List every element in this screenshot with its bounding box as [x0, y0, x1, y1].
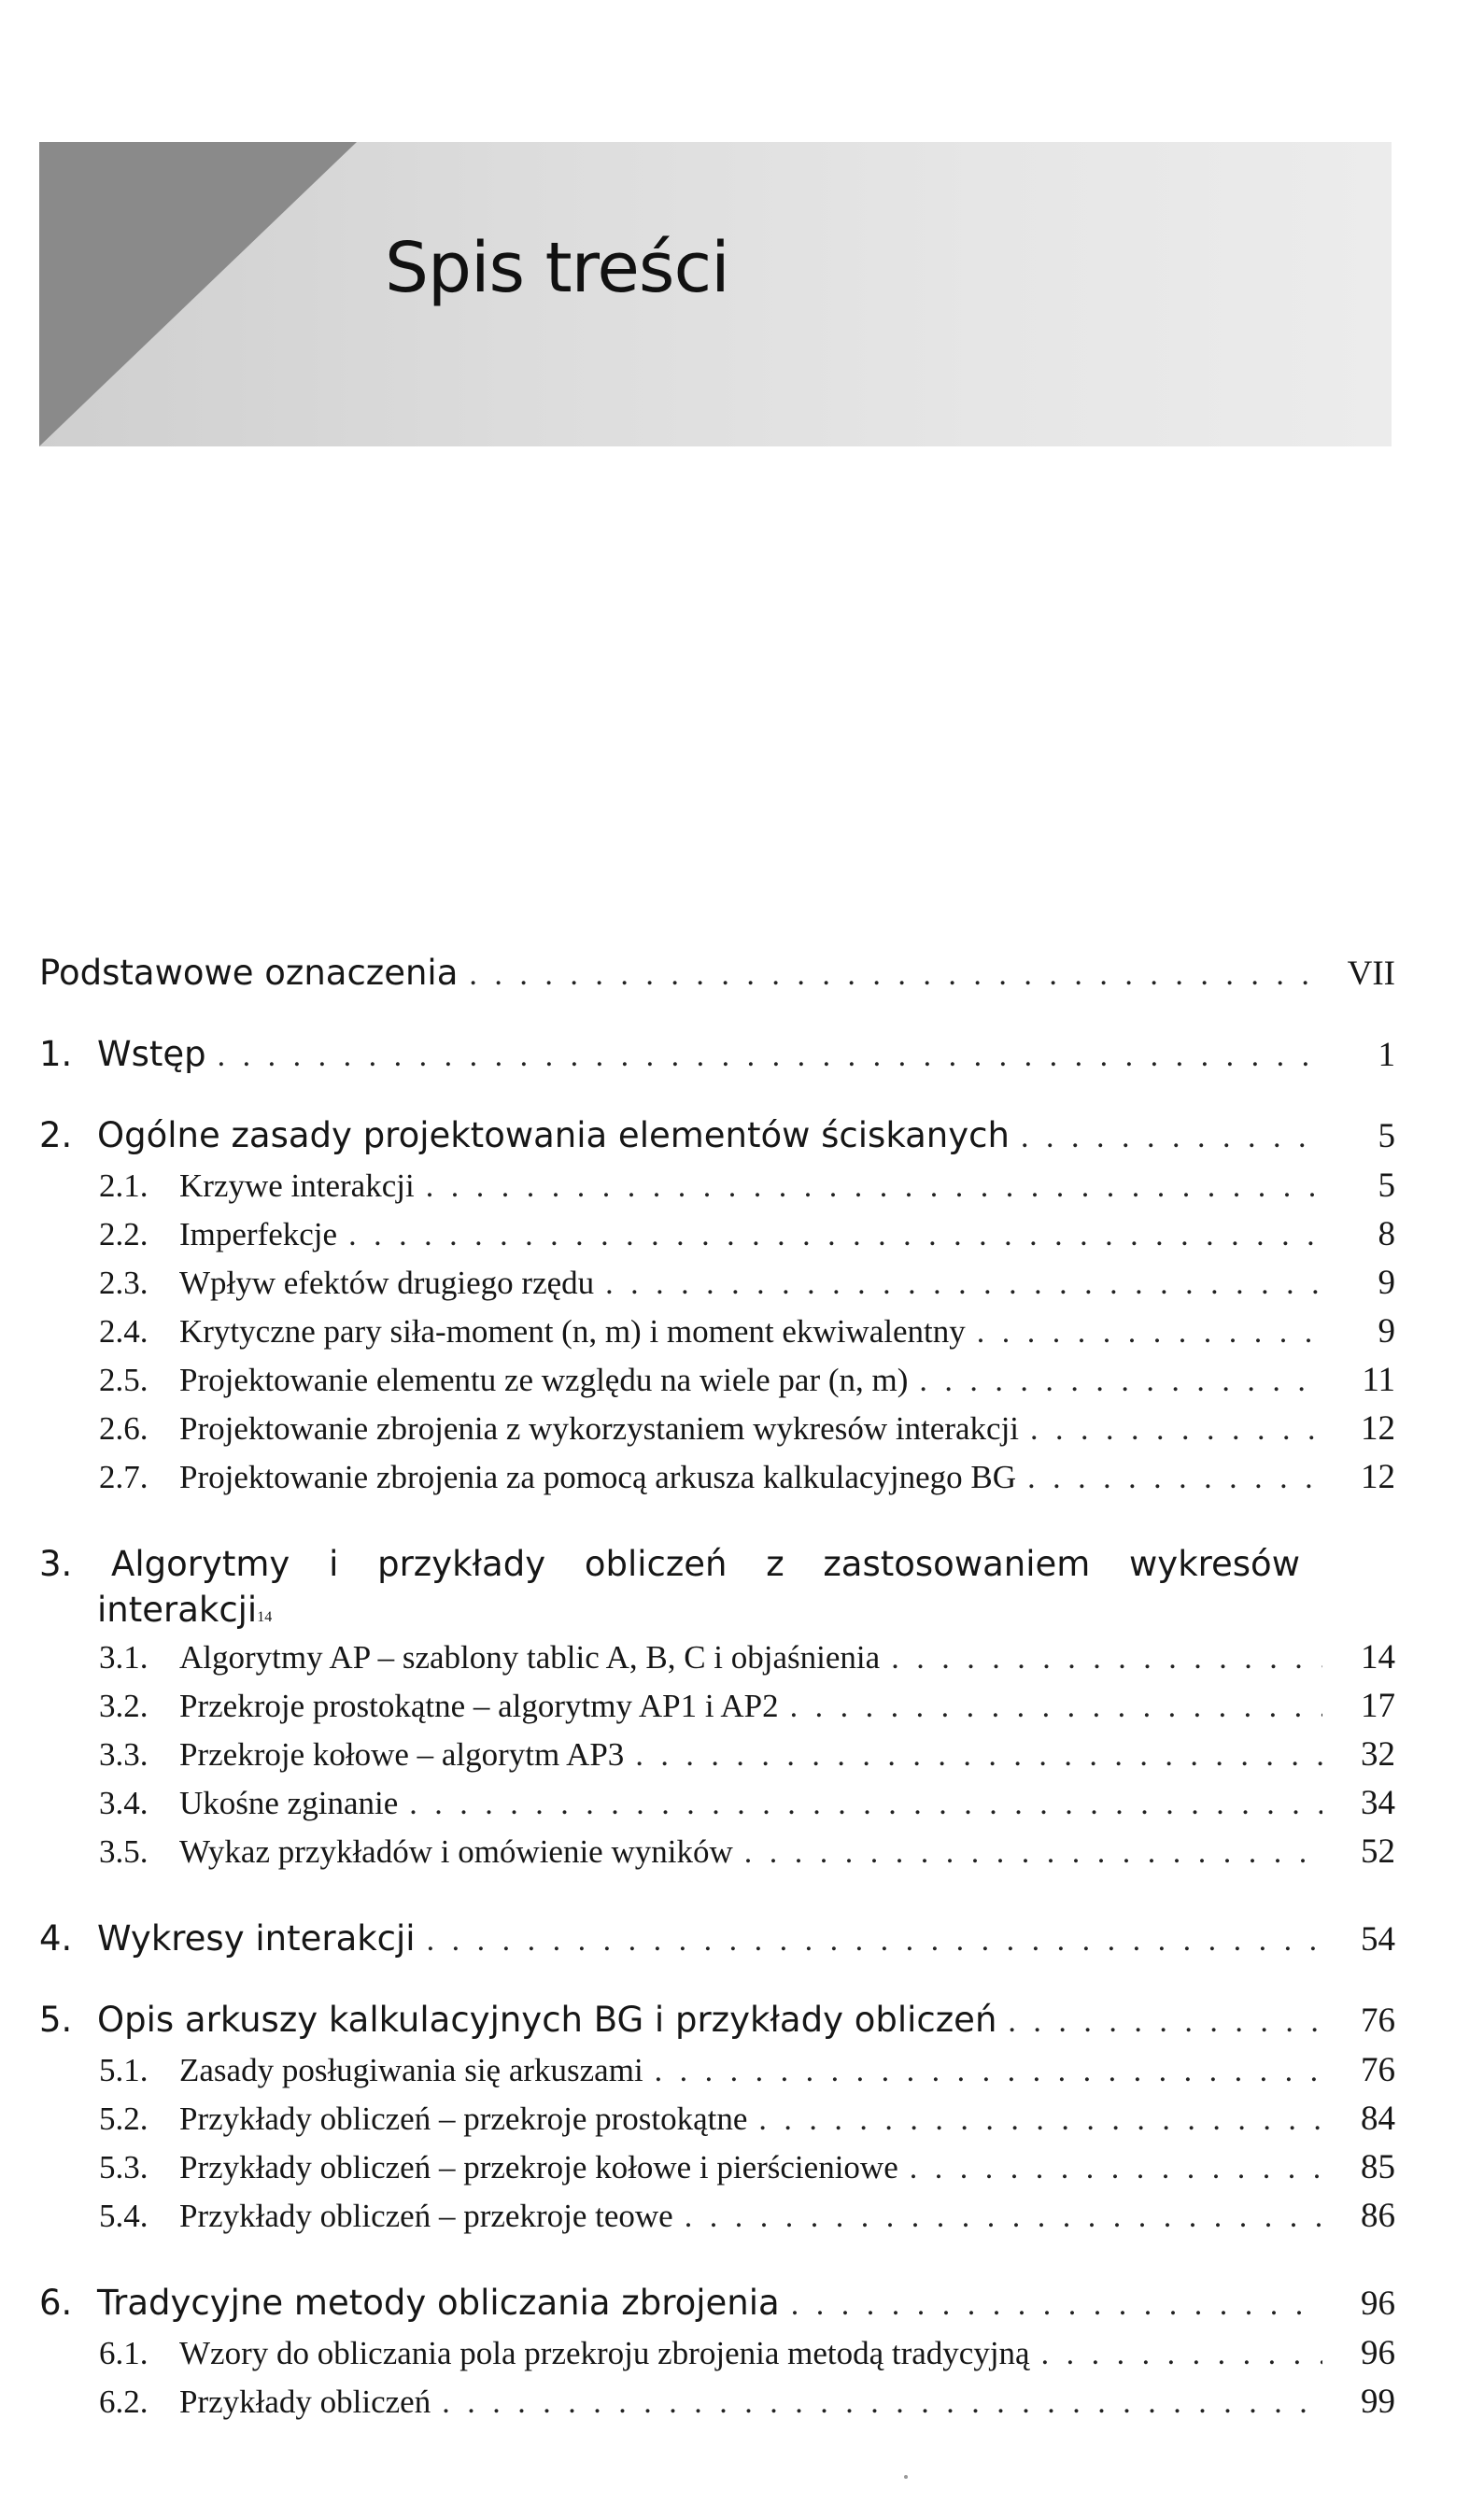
- dot-leader: [1030, 1412, 1322, 1448]
- dot-leader: [977, 1315, 1322, 1351]
- toc-label: Algorytmy AP – szablony tablic A, B, C i objaśnienia: [179, 1639, 881, 1676]
- corner-triangle: [39, 142, 357, 446]
- toc-section[interactable]: [39, 2333, 1395, 2382]
- section-number: 2.7.: [99, 1459, 148, 1495]
- toc-chapter-3[interactable]: [39, 1544, 1395, 1630]
- toc-page: 9: [1378, 1312, 1395, 1351]
- toc-label: Podstawowe oznaczenia: [39, 953, 459, 993]
- heading-word: wykresów: [1129, 1544, 1300, 1584]
- toc-label: Krytyczne pary siła-moment (n, m) i moment ekwiwalentny: [179, 1313, 966, 1350]
- dot-leader: [910, 2151, 1322, 2186]
- toc-section[interactable]: [39, 2050, 1395, 2099]
- toc-chapter-5[interactable]: [39, 2000, 1395, 2043]
- toc-page: 5: [1378, 1117, 1395, 1155]
- heading-word: obliczeń: [584, 1544, 728, 1584]
- toc-section[interactable]: [39, 1360, 1395, 1408]
- toc-chapter-1[interactable]: [39, 1034, 1395, 1077]
- toc-label: Krzywe interakcji: [179, 1167, 415, 1204]
- section-number: 5.3.: [99, 2149, 148, 2186]
- toc-front-matter[interactable]: [39, 953, 1395, 996]
- toc-section[interactable]: [39, 1734, 1395, 1783]
- toc-page: 99: [1361, 2383, 1395, 2421]
- chapter-3-heading-continuation: [39, 1590, 1395, 1630]
- toc-section[interactable]: [39, 2147, 1395, 2196]
- heading-word: zastosowaniem: [823, 1544, 1091, 1584]
- scan-speck: [904, 2475, 908, 2479]
- toc-page: 52: [1361, 1832, 1395, 1871]
- toc-page: 17: [1361, 1687, 1395, 1725]
- toc-label: Zasady posługiwania się arkuszami: [179, 2052, 643, 2088]
- section-number: 2.6.: [99, 1410, 148, 1447]
- toc-page: VII: [1347, 955, 1395, 993]
- toc-section[interactable]: [39, 2099, 1395, 2147]
- toc-label: Tradycyjne metody obliczania zbrojenia: [97, 2283, 780, 2323]
- dot-leader: [605, 1266, 1322, 1302]
- dot-leader: [655, 2054, 1322, 2089]
- dot-leader: [791, 2287, 1322, 2323]
- toc-chapter-6[interactable]: [39, 2283, 1395, 2326]
- dot-leader: [758, 2102, 1322, 2138]
- toc-label: Przykłady obliczeń – przekroje teowe: [179, 2198, 673, 2234]
- section-number: 6.2.: [99, 2384, 148, 2420]
- toc-page: 12: [1361, 1409, 1395, 1448]
- section-number: 2.2.: [99, 1216, 148, 1252]
- dot-leader: [744, 1835, 1322, 1871]
- dot-leader: [1008, 2004, 1322, 2040]
- toc-page: 76: [1361, 2002, 1395, 2040]
- heading-word: przykłady: [377, 1544, 546, 1584]
- toc-page: 96: [1361, 2334, 1395, 2372]
- toc-label: Wstęp: [97, 1034, 206, 1074]
- table-of-contents: [39, 953, 1395, 2430]
- dot-leader: [427, 1923, 1322, 1959]
- toc-chapter-4[interactable]: [39, 1918, 1395, 1961]
- section-number: 2.5.: [99, 1362, 148, 1398]
- toc-label: Wzory do obliczania pola przekroju zbrojenia metodą tradycyjną: [179, 2335, 1030, 2371]
- section-number: 2.1.: [99, 1167, 148, 1204]
- toc-page: 84: [1361, 2100, 1395, 2138]
- toc-section[interactable]: [39, 1408, 1395, 1457]
- toc-section[interactable]: [39, 1783, 1395, 1832]
- toc-page: 54: [1361, 1920, 1395, 1959]
- toc-section[interactable]: [39, 1263, 1395, 1311]
- toc-label: Projektowanie zbrojenia z wykorzystaniem wykresów interakcji: [179, 1410, 1020, 1447]
- dot-leader: [891, 1641, 1322, 1676]
- section-number: 3.3.: [99, 1736, 148, 1773]
- section-number: 2.3.: [99, 1265, 148, 1301]
- dot-leader: [1027, 1461, 1322, 1496]
- toc-label: Wykaz przykładów i omówienie wyników: [179, 1833, 733, 1870]
- toc-page: 76: [1361, 2051, 1395, 2089]
- chapter-2-sections: [39, 1166, 1395, 1506]
- chapter-6-sections: [39, 2333, 1395, 2430]
- dot-leader: [426, 1169, 1322, 1205]
- toc-page: 5: [1378, 1167, 1395, 1205]
- chapter-number: 6.: [39, 2283, 73, 2323]
- dot-leader: [218, 1039, 1322, 1074]
- toc-page: 8: [1378, 1215, 1395, 1253]
- toc-page: 86: [1361, 2197, 1395, 2235]
- toc-section[interactable]: [39, 2196, 1395, 2244]
- dot-leader: [685, 2200, 1322, 2235]
- toc-label: Przekroje prostokątne – algorytmy AP1 i AP2: [179, 1688, 779, 1724]
- section-number: 3.2.: [99, 1688, 148, 1724]
- chapter-number: 2.: [39, 1115, 73, 1155]
- section-number: 3.4.: [99, 1785, 148, 1821]
- toc-page: 32: [1361, 1735, 1395, 1774]
- toc-section[interactable]: [39, 1457, 1395, 1506]
- toc-label: interakcji: [97, 1590, 258, 1630]
- dot-leader: [790, 1690, 1322, 1725]
- chapter-number: 1.: [39, 1034, 73, 1074]
- toc-section[interactable]: [39, 1686, 1395, 1734]
- toc-label: Projektowanie zbrojenia za pomocą arkusza kalkulacyjnego BG: [179, 1459, 1017, 1495]
- chapter-number: 4.: [39, 1918, 73, 1959]
- heading-word: z: [766, 1544, 784, 1584]
- toc-section[interactable]: [39, 2382, 1395, 2430]
- toc-label: Ogólne zasady projektowania elementów ściskanych: [97, 1115, 1010, 1155]
- toc-section[interactable]: [39, 1166, 1395, 1214]
- dot-leader: [919, 1364, 1322, 1399]
- toc-section[interactable]: [39, 1214, 1395, 1263]
- toc-section[interactable]: [39, 1311, 1395, 1360]
- toc-label: Przykłady obliczeń – przekroje kołowe i pierścieniowe: [179, 2149, 898, 2186]
- toc-label: Przykłady obliczeń – przekroje prostokątne: [179, 2101, 748, 2137]
- dot-leader: [409, 1787, 1322, 1822]
- dot-leader: [348, 1218, 1322, 1253]
- toc-label: Imperfekcje: [179, 1216, 338, 1252]
- title-banner: [39, 142, 1392, 446]
- section-number: 3.1.: [99, 1639, 148, 1676]
- section-number: 5.2.: [99, 2101, 148, 2137]
- chapter-number: 3.: [39, 1544, 73, 1584]
- toc-section[interactable]: [39, 1637, 1395, 1686]
- section-number: 5.1.: [99, 2052, 148, 2088]
- toc-page: 9: [1378, 1264, 1395, 1302]
- toc-page: 14: [257, 1609, 273, 1625]
- toc-label: Ukośne zginanie: [179, 1785, 399, 1821]
- section-number: 5.4.: [99, 2198, 148, 2234]
- chapter-5-sections: [39, 2050, 1395, 2244]
- toc-page: 34: [1361, 1784, 1395, 1822]
- dot-leader: [635, 1738, 1322, 1774]
- dot-leader: [1021, 1120, 1322, 1155]
- page-title: Spis treści: [385, 228, 729, 308]
- toc-page: 14: [1361, 1638, 1395, 1676]
- dot-leader: [442, 2385, 1322, 2421]
- dot-leader: [469, 957, 1322, 993]
- chapter-3-heading-line: [39, 1544, 1300, 1584]
- toc-label: Przekroje kołowe – algorytm AP3: [179, 1736, 625, 1773]
- section-number: 3.5.: [99, 1833, 148, 1870]
- chapter-number: 5.: [39, 2000, 73, 2040]
- toc-page: 85: [1361, 2148, 1395, 2186]
- heading-word: Algorytmy: [111, 1544, 290, 1584]
- toc-section[interactable]: [39, 1832, 1395, 1880]
- toc-page: 12: [1361, 1458, 1395, 1496]
- toc-label: Wpływ efektów drugiego rzędu: [179, 1265, 595, 1301]
- toc-label: Przykłady obliczeń: [179, 2384, 431, 2420]
- chapter-3-sections: [39, 1637, 1395, 1880]
- heading-word: i: [329, 1544, 339, 1584]
- toc-page: 96: [1361, 2285, 1395, 2323]
- toc-label: Projektowanie elementu ze względu na wiele par (n, m): [179, 1362, 909, 1398]
- dot-leader: [1041, 2337, 1322, 2372]
- toc-page: 1: [1378, 1036, 1395, 1074]
- toc-chapter-2[interactable]: [39, 1115, 1395, 1158]
- toc-label: Wykresy interakcji: [97, 1918, 416, 1959]
- section-number: 2.4.: [99, 1313, 148, 1350]
- toc-page: 11: [1362, 1361, 1395, 1399]
- section-number: 6.1.: [99, 2335, 148, 2371]
- toc-label: Opis arkuszy kalkulacyjnych BG i przykłady obliczeń: [97, 2000, 997, 2040]
